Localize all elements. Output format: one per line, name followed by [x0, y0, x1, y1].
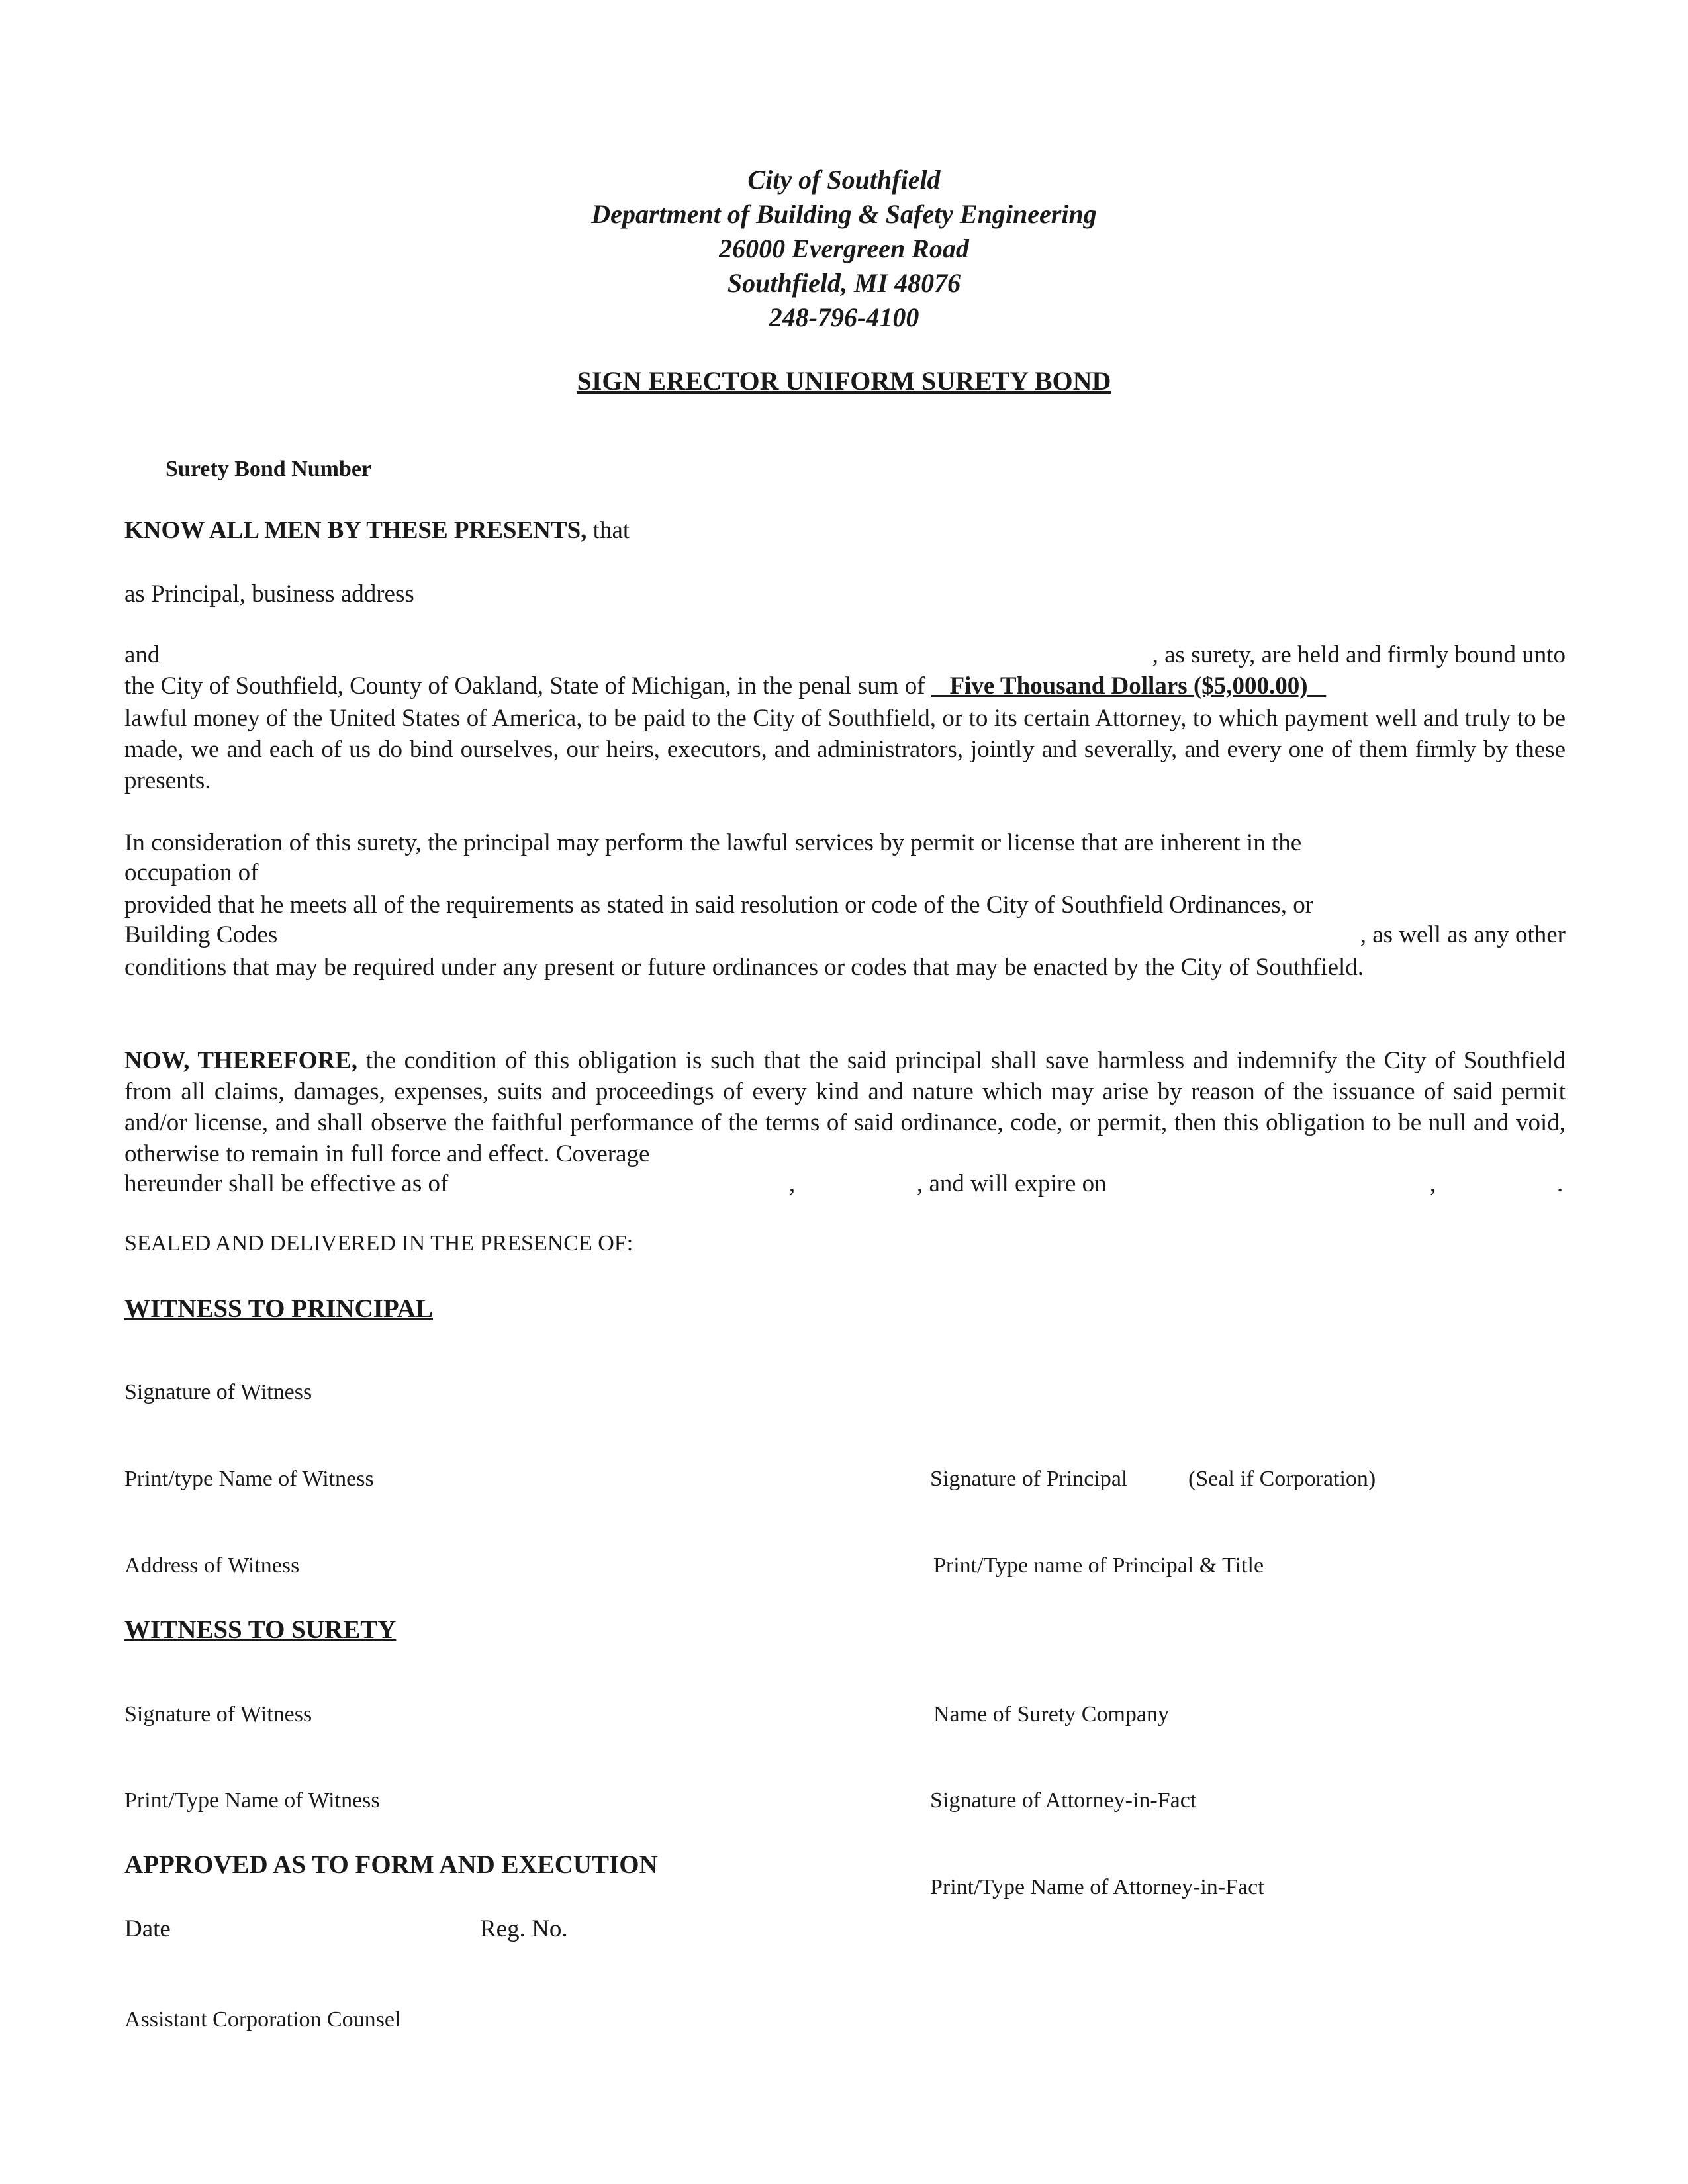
penal-sum-amount [931, 672, 1327, 700]
coverage-effective-label: hereunder shall be effective as of [124, 1170, 449, 1197]
know-all-line [124, 516, 630, 545]
now-therefore-paragraph [124, 1045, 1566, 1169]
principal-signature-of-witness: Signature of Witness [124, 1380, 312, 1404]
consideration-line-5: conditions that may be required under any present or future ordinances or codes that may be enacted by the City of Southfield. [124, 954, 1364, 981]
principal-print-name-of-witness: Print/type Name of Witness [124, 1467, 374, 1491]
coverage-expire-label: , and will expire on [917, 1170, 1107, 1197]
address-of-witness: Address of Witness [124, 1553, 300, 1578]
name-of-surety-company: Name of Surety Company [933, 1702, 1169, 1727]
witness-principal-heading: WITNESS TO PRINCIPAL [124, 1295, 433, 1323]
approval-date-label: Date [124, 1915, 171, 1942]
document-title: SIGN ERECTOR UNIFORM SURETY BOND [577, 366, 1111, 396]
coverage-period: . [1557, 1170, 1564, 1197]
penal-sum-value: Five Thousand Dollars ($5,000.00) [949, 672, 1308, 700]
witness-surety-heading: WITNESS TO SURETY [124, 1615, 397, 1644]
city-state-zip: Southfield, MI 48076 [727, 268, 961, 298]
coverage-comma-2: , [1430, 1170, 1436, 1197]
surety-paragraph-rest: lawful money of the United States of America, to be paid to the City of Southfield, or to its certain Attorney, to which payment well and truly to be made, we and each of us do bind ourselves, our heirs, executors, and administrators, jointly and severally, and every one of them firmly by these presents. [124, 705, 1566, 794]
approved-heading: APPROVED AS TO FORM AND EXECUTION [124, 1850, 658, 1879]
sealed-delivered: SEALED AND DELIVERED IN THE PRESENCE OF: [124, 1231, 633, 1255]
consideration-building-codes: Building Codes [124, 921, 278, 948]
phone-number: 248-796-4100 [769, 302, 919, 332]
principal-line: as Principal, business address [124, 580, 414, 608]
surety-bond-number-label: Surety Bond Number [165, 457, 372, 481]
consideration-line-2: occupation of [124, 859, 259, 886]
street-address: 26000 Evergreen Road [719, 234, 969, 263]
city-name: City of Southfield [747, 165, 941, 195]
surety-held-text: , as surety, are held and firmly bound unto [1152, 641, 1566, 668]
consideration-line-3: provided that he meets all of the requirements as stated in said resolution or code of the City of Southfield Ordinances, or [124, 891, 1314, 919]
approval-reg-no-label: Reg. No. [480, 1915, 568, 1942]
coverage-comma-1: , [789, 1170, 796, 1197]
department-name: Department of Building & Safety Engineering [591, 199, 1097, 229]
surety-signature-of-witness: Signature of Witness [124, 1702, 312, 1727]
assistant-corporation-counsel: Assistant Corporation Counsel [124, 2007, 401, 2032]
surety-and: and [124, 641, 160, 668]
print-name-of-principal: Print/Type name of Principal & Title [933, 1553, 1264, 1578]
print-name-of-attorney-in-fact: Print/Type Name of Attorney-in-Fact [930, 1875, 1264, 1899]
seal-if-corporation: (Seal if Corporation) [1188, 1467, 1376, 1491]
consideration-line-1: In consideration of this surety, the principal may perform the lawful services by permit or license that are inherent in the [124, 829, 1302, 856]
surety-print-name-of-witness: Print/Type Name of Witness [124, 1788, 380, 1813]
signature-of-attorney-in-fact: Signature of Attorney-in-Fact [930, 1788, 1197, 1813]
now-therefore-text: the condition of this obligation is such that the said principal shall save harmless and indemnify the City of Southfield from all claims, damages, expenses, suits and proceedings of every kind and nature which may arise by reason of the issuance of said permit and/or license, and shall observe the faithful performance of the terms of said ordinance, code, or permit, then this obligation to be null and void, otherwise to remain in full force and effect. Coverage [124, 1047, 1566, 1167]
know-all-bold: KNOW ALL MEN BY THESE PRESENTS, [124, 517, 587, 544]
consideration-other: , as well as any other [1360, 921, 1566, 948]
know-all-rest: that [586, 517, 630, 544]
signature-of-principal: Signature of Principal [930, 1467, 1128, 1491]
now-therefore-bold: NOW, THEREFORE, [124, 1047, 357, 1074]
penal-sum-prefix: the City of Southfield, County of Oakland, State of Michigan, in the penal sum of [124, 672, 931, 700]
penal-sum-line [124, 672, 1326, 700]
